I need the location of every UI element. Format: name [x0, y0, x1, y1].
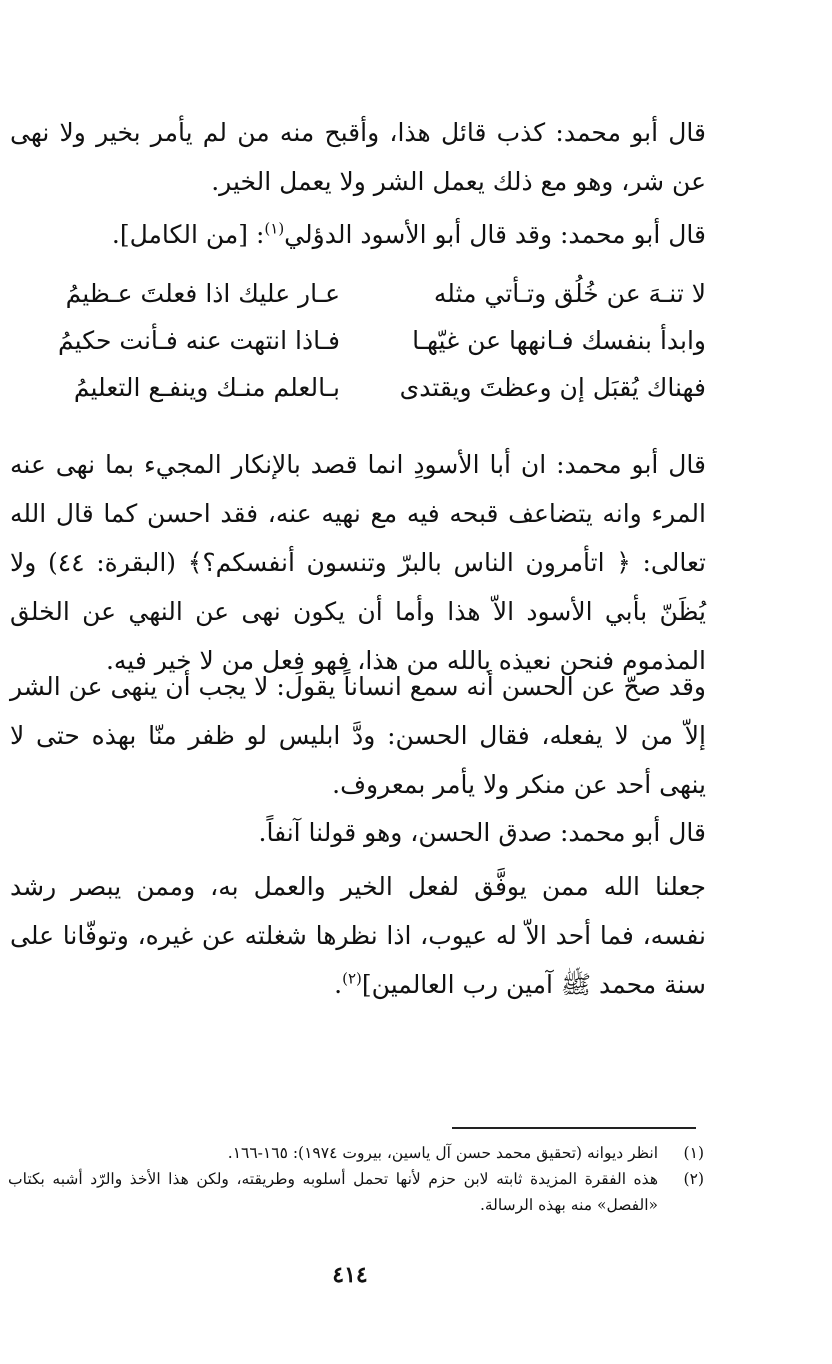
verse-second-hemistich: عـار عليك اذا فعلتَ عـظيمُ: [65, 279, 340, 308]
poem-verse: [10, 317, 706, 364]
footnote-text: انظر ديوانه (تحقيق محمد حسن آل ياسين، بيروت ١٩٧٤): ١٦٥-١٦٦.: [227, 1144, 658, 1162]
verse-first-hemistich: فهناك يُقبَل إن وعظتَ ويقتدى: [399, 373, 706, 402]
footnote-ref-2: (٢): [342, 969, 362, 988]
paragraph-4: وقد صحّ عن الحسن أنه سمع انساناً يقول: لا يجب أن ينهى عن الشر إلاّ من لا يفعله، فقال الحسن: ودَّ ابليس لو ظفر منّا بهذه حتى لا ينهى أحد عن منكر ولا يأمر بمعروف.: [10, 672, 706, 799]
footnotes: [8, 1140, 704, 1218]
poem: [10, 270, 706, 411]
paragraph-3: قال أبو محمد: ان أبا الأسودِ انما قصد بالإنكار المجيء بما نهى عنه المرء وانه يتضاعف قبحه فيه مع نهيه عنه، فقد احسن كما قال الله تعالى: ﴿ اتأمرون الناس بالبرّ وتنسون أنفسكم؟﴾ (البقرة: ٤٤) ولا يُظَنّ بأبي الأسود الاّ هذا وأما أن يكون نهى عن النهي عن الخلق المذموم فنحن نعيذه بالله من هذا، فهو فِعل من لا خير فيه.: [10, 450, 706, 675]
footnote-text: هذه الفقرة المزيدة ثابته لابن حزم لأنها تحمل أسلوبه وطريقته، ولكن هذا الأخذ والرّد أشبه بكتاب «الفصل» منه بهذه الرسالة.: [8, 1170, 658, 1214]
verse-second-hemistich: فـاذا انتهت عنه فـأنت حكيمُ: [58, 326, 340, 355]
footnote-number: (٢): [683, 1170, 704, 1188]
paragraph-2-meter: : [من الكامل].: [111, 220, 265, 249]
footnote: [8, 1166, 704, 1218]
paragraph-1: قال أبو محمد: كذب قائل هذا، وأقبح منه من لم يأمر بخير ولا نهى عن شر، وهو مع ذلك يعمل الشر ولا يعمل الخير.: [10, 118, 706, 196]
paragraph-6-text: جعلنا الله ممن يوفَّق لفعل الخير والعمل به، وممن يبصر رشد نفسه، فما أحد الاّ له عيوب، اذا نظرها شغلته عن غيره، وتوفّانا على سنة محمد ﷺ آمين رب العالمين]: [10, 872, 706, 999]
paragraph-6: [10, 862, 706, 1009]
paragraph-2: [10, 210, 706, 259]
footnote-ref-1: (١): [264, 219, 285, 238]
footnote-number: (١): [683, 1144, 704, 1162]
paragraph-5: قال أبو محمد: صدق الحسن، وهو قولنا آنفاً.: [258, 818, 706, 847]
verse-first-hemistich: لا تنـهَ عن خُلُق وتـأتي مثله: [433, 279, 706, 308]
poem-verse: [10, 364, 706, 411]
poem-verse: [10, 270, 706, 317]
paragraph-2-text: قال أبو محمد: وقد قال أبو الأسود الدؤلي: [284, 220, 706, 249]
footnote: [8, 1140, 704, 1166]
footnote-divider: [452, 1127, 696, 1129]
verse-second-hemistich: بـالعلم منـك وينفـع التعليمُ: [73, 373, 340, 402]
verse-first-hemistich: وابدأ بنفسك فـانهها عن غيّهـا: [412, 326, 706, 355]
page-number: ٤١٤: [332, 1262, 368, 1288]
paragraph-6-end: .: [334, 970, 343, 999]
